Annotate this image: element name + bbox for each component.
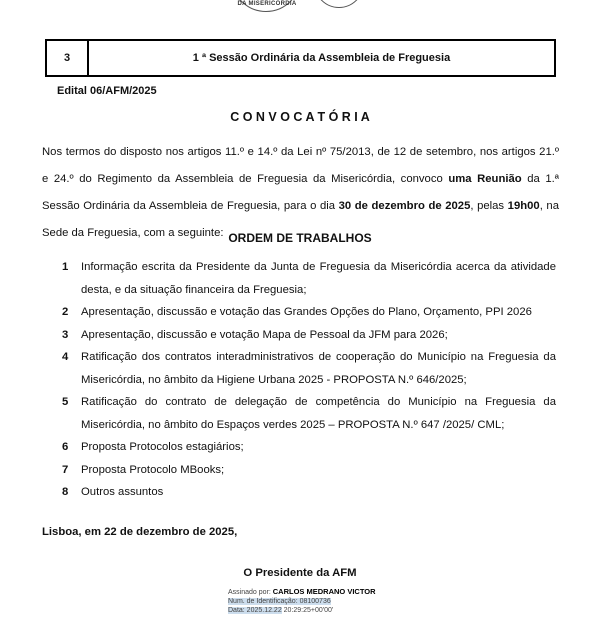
signer-id: Num. de Identificação: 08100736 bbox=[228, 598, 331, 605]
agenda-item bbox=[62, 324, 556, 347]
agenda-item bbox=[62, 301, 556, 324]
place-and-date: Lisboa, em 22 de dezembro de 2025, bbox=[42, 526, 238, 538]
agenda-item-number: 7 bbox=[62, 463, 69, 476]
signature-line-id bbox=[228, 597, 376, 606]
edital-reference: Edital 06/AFM/2025 bbox=[57, 85, 157, 97]
seal-right-arc-icon bbox=[314, 0, 364, 8]
agenda-list bbox=[62, 256, 556, 504]
signature-date: Data: 2025.12.22 bbox=[228, 607, 282, 614]
agenda-item bbox=[62, 391, 556, 436]
agenda-item-number: 5 bbox=[62, 396, 69, 408]
agenda-item-text: Ratificação do contrato de delegação de competência do Município na Freguesia da Misericórdia, no âmbito do Espaços verdes 2025 – PROPOSTA N.º 647 /2025/ CML; bbox=[81, 396, 556, 431]
session-title-cell: 1 ª Sessão Ordinária da Assembleia de Freguesia bbox=[192, 52, 451, 64]
signer-title: O Presidente da AFM bbox=[243, 567, 357, 579]
agenda-item bbox=[62, 346, 556, 391]
signature-time: 20:29:25+00'00' bbox=[281, 607, 334, 614]
intro-paragraph: Nos termos do disposto nos artigos 11.º e 14.º da Lei nº 75/2013, de 12 de setembro, nos artigos 21.º e 24.º do Regimento da Assembleia de Freguesia da Misericórdia, convoco uma Reunião da 1.ª Sessão Ordinária da Assembleia de Freguesia, para o dia 30 de dezembro de 2025, pelas 19h00, na Sede da Freguesia, com a seguinte: bbox=[42, 146, 560, 239]
agenda-item bbox=[62, 436, 556, 459]
agenda-item-number: 6 bbox=[62, 441, 69, 453]
agenda-item bbox=[62, 459, 556, 482]
agenda-item-number: 3 bbox=[62, 328, 69, 341]
agenda-item-number: 8 bbox=[62, 486, 69, 498]
agenda-item-text: Proposta Protocolo MBooks; bbox=[81, 463, 225, 476]
agenda-item-text: Informação escrita da Presidente da Junta de Freguesia da Misericórdia acerca da atividade desta, e da situação financeira da Freguesia; bbox=[81, 261, 556, 296]
agenda-item-number: 1 bbox=[62, 261, 69, 273]
agenda-heading: ORDEM DE TRABALHOS bbox=[228, 231, 372, 245]
session-header-table bbox=[45, 39, 556, 77]
digital-signature-block bbox=[228, 587, 376, 615]
agenda-item-text: Outros assuntos bbox=[81, 486, 164, 498]
agenda-item-text: Proposta Protocolos estagiários; bbox=[81, 441, 244, 453]
organization-seal bbox=[0, 0, 600, 13]
agenda-item bbox=[62, 256, 556, 301]
agenda-item-text: Ratificação dos contratos interadministrativos de cooperação do Município na Freguesia da Misericórdia, no âmbito da Higiene Urbana 2025 - PROPOSTA N.º 646/2025; bbox=[81, 351, 556, 386]
agenda-item-text: Apresentação, discussão e votação das Grandes Opções do Plano, Orçamento, PPI 2026 bbox=[81, 306, 532, 318]
signature-line-date bbox=[228, 606, 376, 615]
signed-by-label: Assinado por: bbox=[228, 589, 273, 596]
signature-line-signer bbox=[228, 587, 376, 597]
document-title: C O N V O C A T Ó R I A bbox=[230, 110, 370, 124]
signer-name: CARLOS MEDRANO VICTOR bbox=[272, 587, 376, 596]
agenda-item-number: 2 bbox=[62, 306, 69, 318]
agenda-item-number: 4 bbox=[62, 351, 69, 363]
agenda-item bbox=[62, 481, 556, 504]
agenda-item-text: Apresentação, discussão e votação Mapa de Pessoal da JFM para 2026; bbox=[81, 328, 448, 341]
session-number-cell: 3 bbox=[47, 41, 89, 75]
seal-caption: DA MISERICÓRDIA bbox=[237, 1, 297, 7]
